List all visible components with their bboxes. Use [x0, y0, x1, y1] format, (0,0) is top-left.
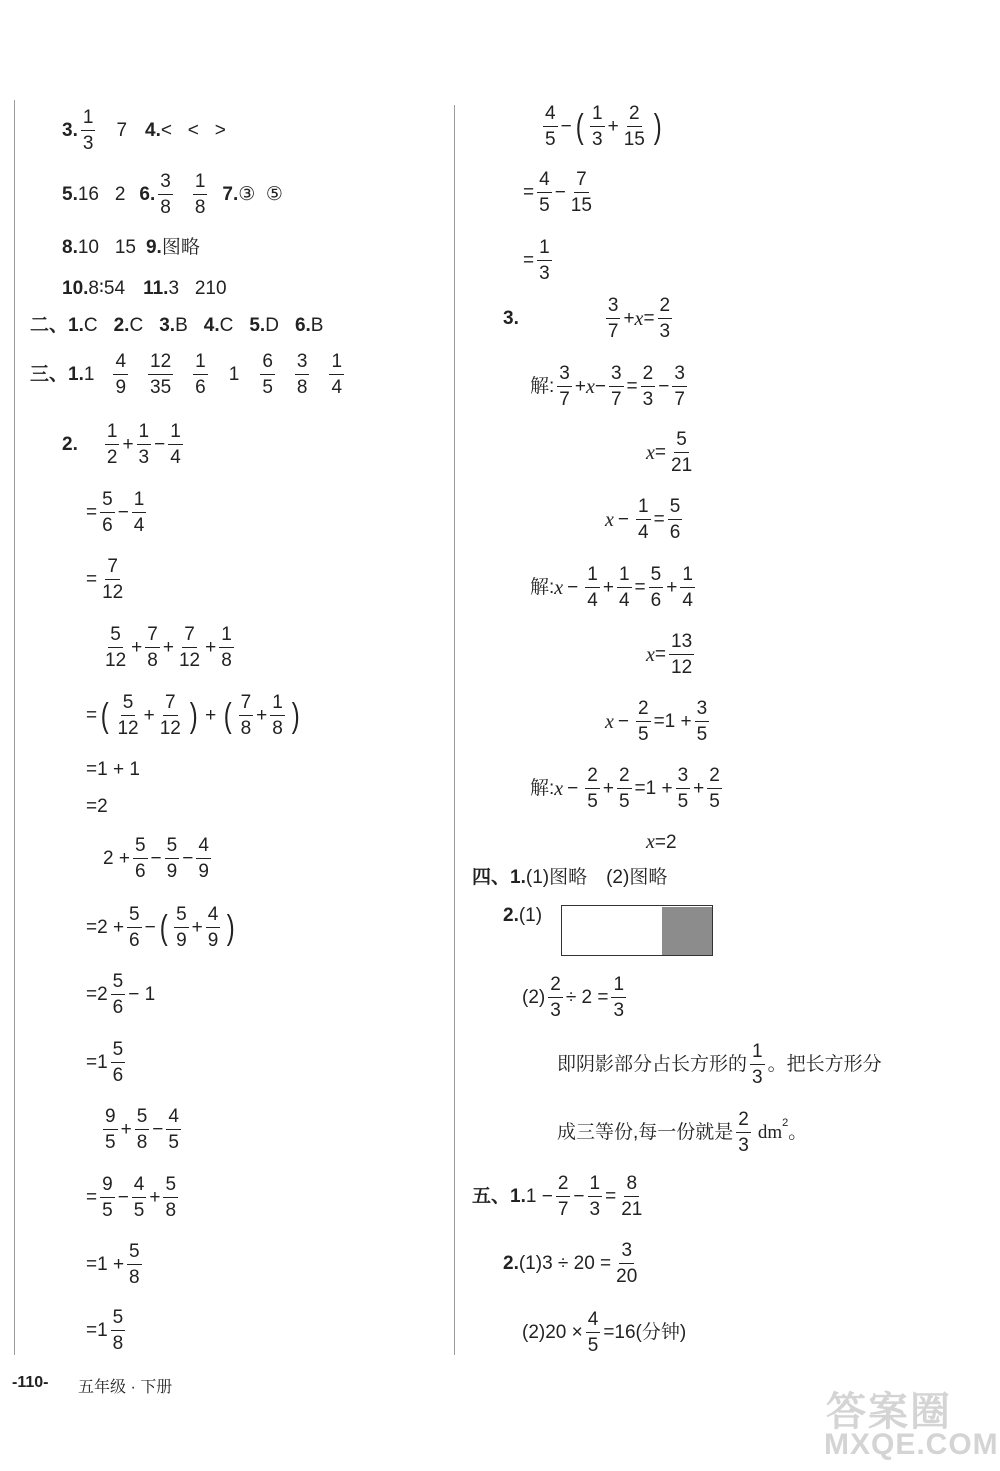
page-number: -110- — [12, 1374, 49, 1391]
q2d-step1: = $\frac{9}{5}$ − $\frac{4}{5}$ + $\frac{5}{8}$ — [86, 1174, 177, 1221]
ans-line-5-7: 5. 16 2 6. $\frac{3}{8}$ $\frac{1}{8}$ 7. ③ ⑤ — [62, 171, 283, 218]
column-divider — [454, 105, 455, 1355]
q2b-step3: =2 — [86, 796, 108, 817]
section-five-q2-part1: 2. (1)3 ÷ 20 = $\frac{3}{20}$ — [503, 1240, 638, 1287]
fraction: $\frac{1}{3}$ — [82, 107, 94, 154]
watermark-url: MXQE.COM — [824, 1428, 999, 1461]
q3-equation-2: x − $\frac{1}{4}$ = $\frac{5}{6}$ — [605, 496, 681, 543]
section-five-q1: 五、 1. 1 − $\frac{2}{7}$ − $\frac{1}{3}$ = $\frac{8}{21}$ — [472, 1173, 643, 1220]
q3-solve-2: 解: x − $\frac{1}{4}$ + $\frac{1}{4}$ = $\frac{5}{6}$ + $\frac{1}{4}$ — [530, 564, 693, 611]
q3-result-1: x = $\frac{5}{21}$ — [646, 429, 693, 476]
q2-expression-d: $\frac{9}{5}$ + $\frac{5}{8}$ − $\frac{4}{5}$ — [105, 1106, 179, 1153]
q3-result-2: x = $\frac{13}{12}$ — [646, 631, 693, 678]
r-expression-1: $\frac{4}{5}$ − ( $\frac{1}{3}$ + $\frac{2}{15}$ ) — [545, 103, 662, 150]
q2c-step3: =1 $\frac{5}{6}$ — [86, 1039, 124, 1086]
explanation-line-2: 成三等份,每一份就是 $\frac{2}{3}$ dm $^2$ 。 — [557, 1109, 808, 1156]
ans-line-8-9: 8. 10 15 9. 图略 — [62, 237, 200, 258]
ans-line-3-4: 3. $\frac{1}{3}$ 7 4. < < > — [62, 107, 226, 154]
q2-expression-a: 2. $\frac{1}{2}$ + $\frac{1}{3}$ − $\frac{1}{4}$ — [62, 421, 181, 468]
q2c-step1: =2 + $\frac{5}{6}$ − ( $\frac{5}{9}$ + $\frac{4}{9}$ ) — [86, 904, 235, 951]
q2b-step1: = ( $\frac{5}{12}$ + $\frac{7}{12}$ ) + ( $\frac{7}{8}$ + $\frac{1}{8}$ ) — [86, 692, 300, 739]
q3-solve-1: 解: $\frac{3}{7}$ + x − $\frac{3}{7}$ = $\frac{2}{3}$ − $\frac{3}{7}$ — [530, 363, 685, 410]
q2a-step2: = $\frac{7}{12}$ — [86, 556, 124, 603]
watermark-brand: 答案圈 — [826, 1390, 952, 1434]
q2-expression-b: $\frac{5}{12}$ + $\frac{7}{8}$ + $\frac{7}{12}$ + $\frac{1}{8}$ — [105, 624, 232, 671]
section-three-q1: 三、 1. 1 $\frac{4}{9}$ $\frac{12}{35}$ $\frac{1}{6}$ 1 $\frac{6}{5}$ $\frac{3}{8}$ $\frac{1}{4}$ — [30, 351, 343, 398]
section-two-answers: 二、 1. C 2. C 3. B 4. C 5. D 6. B — [30, 315, 324, 336]
left-margin-rule — [14, 100, 15, 1355]
q2c-step2: =2 $\frac{5}{6}$ − 1 — [86, 971, 156, 1018]
section-five-q2-part2: (2)20 × $\frac{4}{5}$ =16(分钟) — [522, 1309, 687, 1356]
q2d-step2: =1 + $\frac{5}{8}$ — [86, 1241, 140, 1288]
q3-equation-1: 3. $\frac{3}{7}$ + x = $\frac{2}{3}$ — [503, 295, 671, 342]
explanation-line-1: 即阴影部分占长方形的 $\frac{1}{3}$ 。把长方形分 — [557, 1041, 882, 1088]
r-step-3: = $\frac{1}{3}$ — [523, 237, 550, 284]
q3-result-3: x =2 — [646, 831, 677, 853]
ans-line-10-11: 10. 8∶54 11. 3 210 — [62, 278, 227, 299]
section-four-q1: 四、 1. (1)图略 (2)图略 — [472, 867, 668, 888]
section-four-q2-part2: (2) $\frac{2}{3}$ ÷ 2 = $\frac{1}{3}$ — [522, 974, 625, 1021]
section-four-q2: 2. (1) — [503, 905, 543, 926]
grade-label: 五年级 · 下册 — [78, 1379, 173, 1396]
q2b-step2: =1 + 1 — [86, 759, 140, 780]
q3-solve-3: 解: x − $\frac{2}{5}$ + $\frac{2}{5}$ =1 + $\frac{3}{5}$ + $\frac{2}{5}$ — [530, 765, 720, 812]
q2d-step3: =1 $\frac{5}{8}$ — [86, 1307, 124, 1354]
q3-equation-3: x − $\frac{2}{5}$ =1 + $\frac{3}{5}$ — [605, 698, 708, 745]
q2a-step1: = $\frac{5}{6}$ − $\frac{1}{4}$ — [86, 489, 145, 536]
r-step-2: = $\frac{4}{5}$ − $\frac{7}{15}$ — [523, 169, 592, 216]
shaded-third — [662, 907, 712, 955]
q2-expression-c: 2 + $\frac{5}{6}$ − $\frac{5}{9}$ − $\frac{4}{9}$ — [103, 835, 209, 882]
